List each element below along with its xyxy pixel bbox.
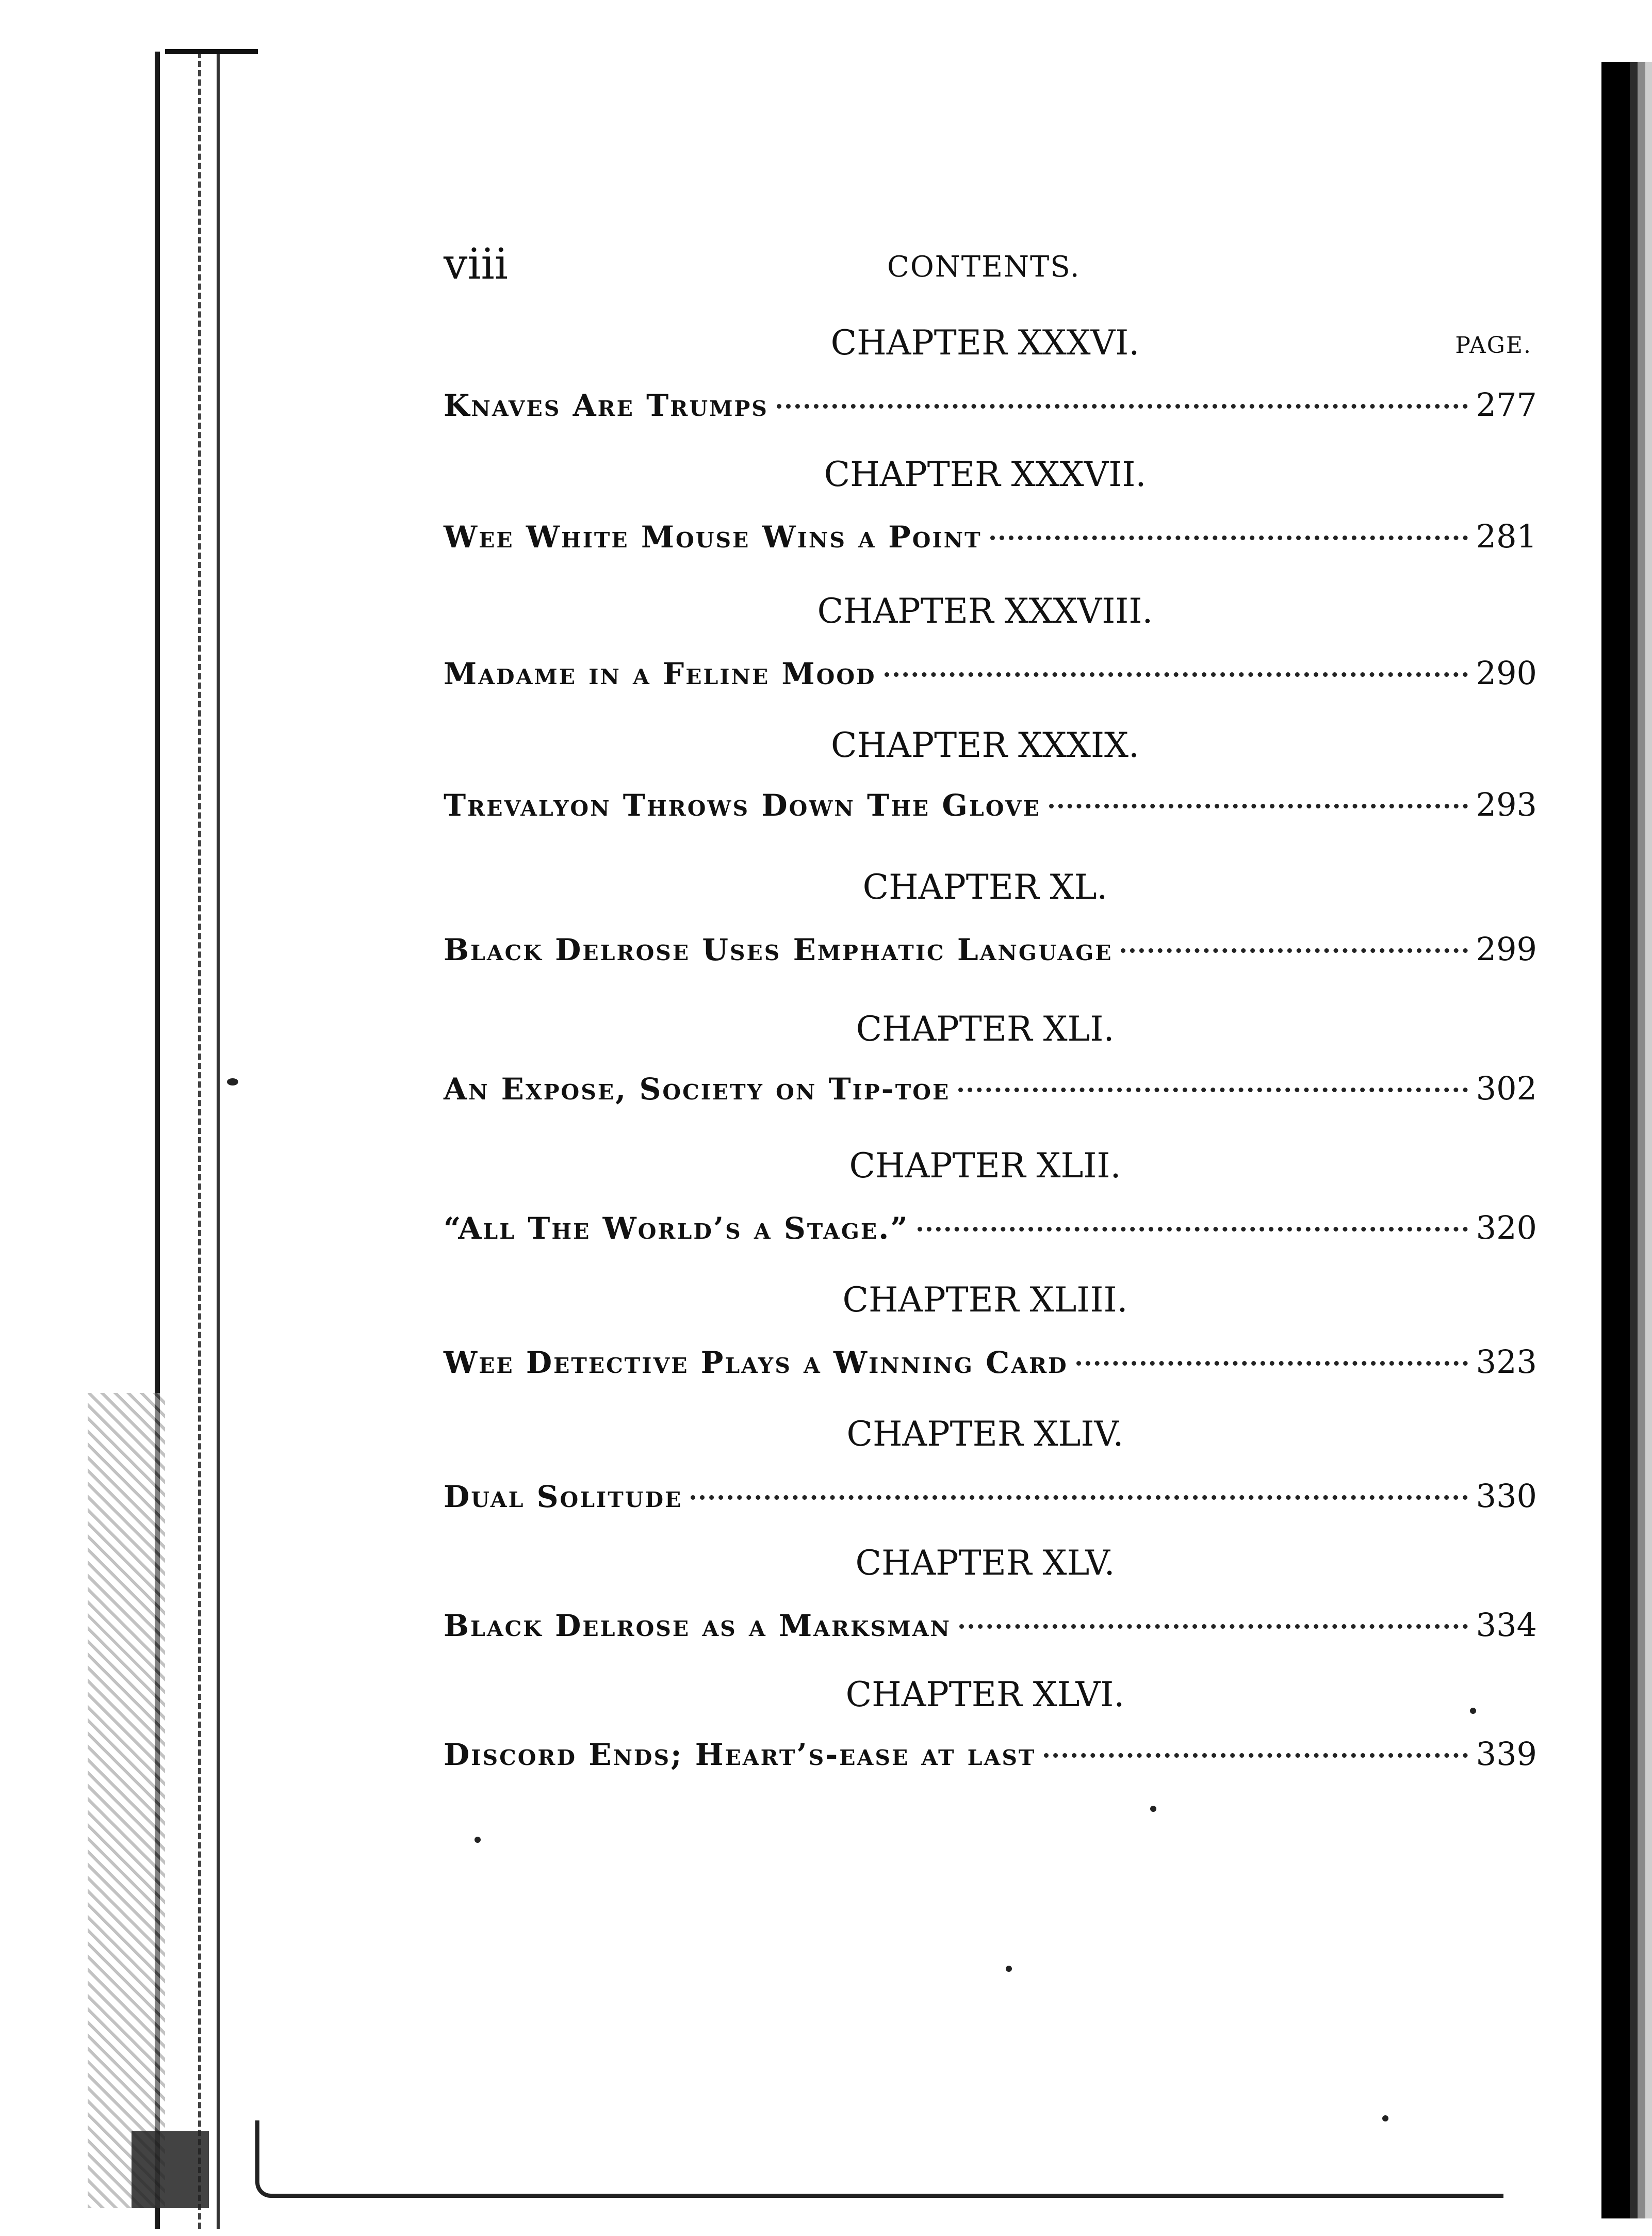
contents-entry <box>444 384 1537 426</box>
entry-page-number: 277 <box>1476 386 1537 424</box>
scan-speck <box>1470 1708 1476 1714</box>
dot-leader <box>958 1088 1467 1092</box>
entry-title: An Expose, Society on Tip-toe <box>444 1072 951 1107</box>
scan-speck <box>227 1078 238 1085</box>
chapter-heading: CHAPTER XLV. <box>855 1543 1115 1583</box>
chapter-heading: CHAPTER XLIV. <box>846 1414 1124 1454</box>
entry-page-number: 323 <box>1476 1343 1537 1381</box>
chapter-heading: CHAPTER XLII. <box>849 1146 1121 1186</box>
contents-entry <box>444 516 1537 557</box>
contents-entry <box>444 1605 1537 1646</box>
chapter-heading: CHAPTER XXXVIII. <box>817 591 1153 631</box>
contents-entry <box>444 1207 1537 1249</box>
dot-leader <box>691 1495 1467 1500</box>
entry-title: Trevalyon Throws Down The Glove <box>444 788 1041 823</box>
chapter-heading: CHAPTER XXXVI. <box>830 323 1140 363</box>
entry-title: Madame in a Feline Mood <box>444 656 876 691</box>
chapter-heading: CHAPTER XXXVII. <box>824 455 1147 494</box>
dot-leader <box>1044 1753 1467 1758</box>
chapter-heading: CHAPTER XL. <box>862 867 1108 907</box>
dot-leader <box>777 404 1468 409</box>
page-column-label: PAGE. <box>1455 332 1532 359</box>
chapter-heading: CHAPTER XLI. <box>856 1009 1115 1049</box>
chapter-heading: CHAPTER XXXIX. <box>831 725 1139 765</box>
entry-title: Wee White Mouse Wins a Point <box>444 520 982 555</box>
dot-leader <box>885 672 1468 677</box>
page-edge-shadow <box>1601 62 1652 2218</box>
scan-speck <box>1006 1966 1012 1972</box>
entry-page-number: 299 <box>1476 930 1537 968</box>
entry-title: Wee Detective Plays a Winning Card <box>444 1345 1068 1380</box>
binding-line <box>217 52 220 2229</box>
entry-page-number: 281 <box>1476 517 1537 555</box>
chapter-heading: CHAPTER XLIII. <box>842 1280 1128 1320</box>
entry-page-number: 290 <box>1476 654 1537 692</box>
entry-title: “All The World’s a Stage.” <box>444 1211 909 1246</box>
entry-title: Black Delrose Uses Emphatic Language <box>444 932 1113 967</box>
scan-speck <box>1150 1806 1156 1812</box>
entry-title: Black Delrose as a Marksman <box>444 1608 951 1643</box>
page-folio: viii <box>444 240 509 289</box>
contents-entry <box>444 1341 1537 1383</box>
entry-page-number: 334 <box>1476 1606 1537 1644</box>
entry-title: Discord Ends; Heart’s-ease at last <box>444 1737 1036 1772</box>
scan-speck <box>475 1837 481 1843</box>
contents-entry <box>444 1068 1537 1109</box>
dot-leader <box>918 1227 1468 1232</box>
chapter-heading: CHAPTER XLVI. <box>845 1675 1125 1714</box>
entry-title: Dual Solitude <box>444 1479 683 1514</box>
running-title: CONTENTS. <box>887 250 1081 284</box>
bottom-frame-line <box>255 2120 1503 2198</box>
scan-speck <box>1382 2115 1388 2121</box>
contents-entry <box>444 1733 1537 1775</box>
contents-entry <box>444 653 1537 694</box>
scan-speckle <box>88 1393 165 2208</box>
binding-hook <box>165 49 258 54</box>
entry-page-number: 302 <box>1476 1070 1537 1107</box>
contents-entry <box>444 784 1537 825</box>
contents-entry <box>444 929 1537 970</box>
dot-leader <box>1049 804 1468 808</box>
running-head <box>444 241 1537 288</box>
entry-page-number: 293 <box>1476 786 1537 823</box>
dot-leader <box>959 1624 1468 1629</box>
scan-dark-corner <box>132 2131 209 2208</box>
entry-page-number: 320 <box>1476 1209 1537 1246</box>
entry-page-number: 339 <box>1476 1735 1537 1773</box>
dot-leader <box>1076 1361 1468 1366</box>
dot-leader <box>990 536 1468 540</box>
dot-leader <box>1121 948 1467 953</box>
contents-entry <box>444 1476 1537 1517</box>
entry-title: Knaves Are Trumps <box>444 388 768 423</box>
entry-page-number: 330 <box>1476 1477 1537 1515</box>
